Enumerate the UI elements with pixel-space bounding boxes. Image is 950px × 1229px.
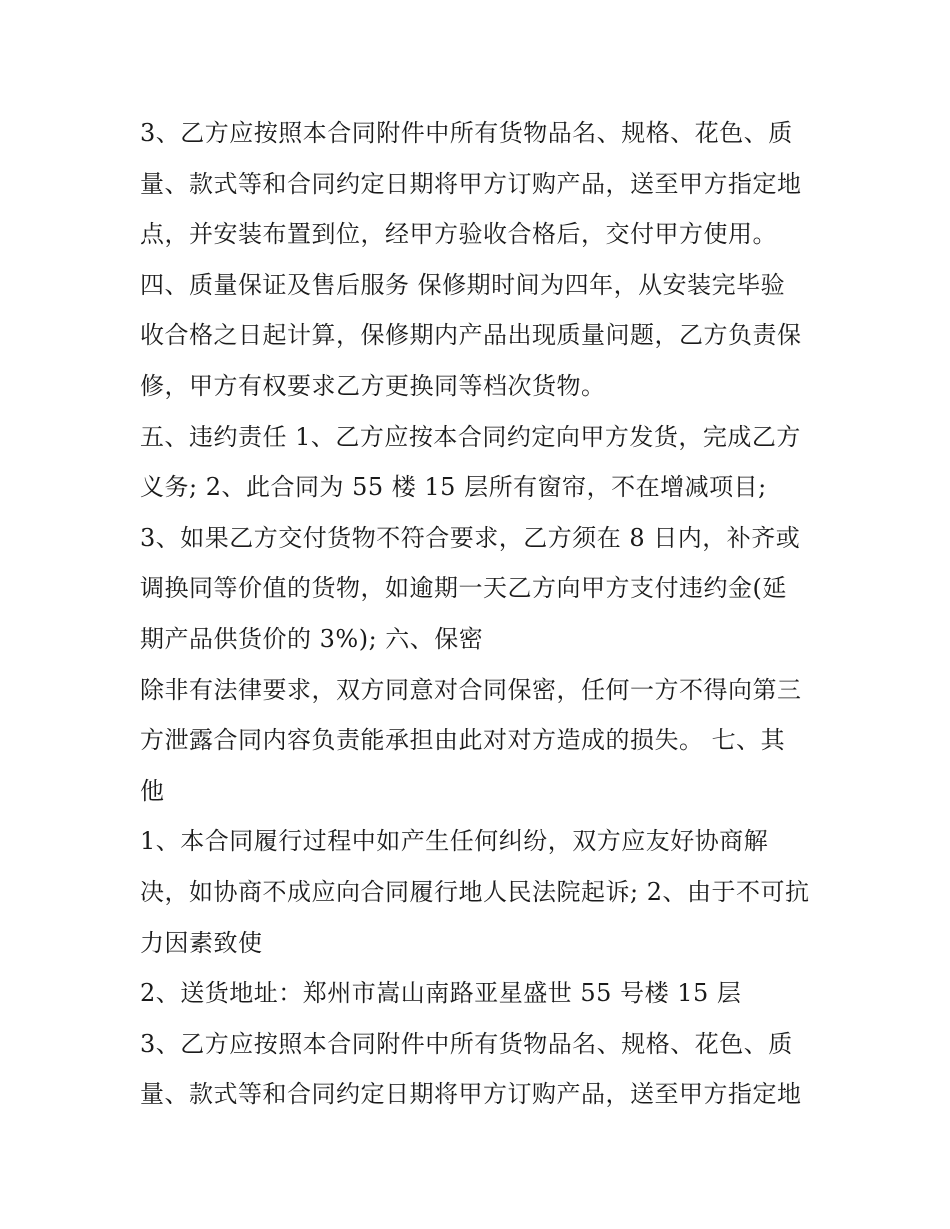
text-line: 3、乙方应按照本合同附件中所有货物品名、规格、花色、质 xyxy=(140,119,793,147)
text-line: 方泄露合同内容负责能承担由此对对方造成的损失。 七、其 xyxy=(140,726,786,755)
text-line: 义务; 2、此合同为 55 楼 15 层所有窗帘，不在增减项目; xyxy=(140,473,767,502)
text-line: 四、质量保证及售后服务 保修期时间为四年，从安装完毕验 xyxy=(140,270,786,299)
contract-text-body xyxy=(140,108,820,1120)
text-line: 期产品供货价的 3%); 六、保密 xyxy=(140,624,484,653)
text-line: 点，并安装布置到位，经甲方验收合格后，交付甲方使用。 xyxy=(140,220,777,249)
text-line: 他 xyxy=(140,776,165,805)
text-line: 收合格之日起计算，保修期内产品出现质量问题，乙方负责保 xyxy=(140,321,802,350)
text-line: 3、乙方应按照本合同附件中所有货物品名、规格、花色、质 xyxy=(140,1029,793,1058)
text-line: 力因素致使 xyxy=(140,928,263,957)
text-line: 3、如果乙方交付货物不符合要求，乙方须在 8 日内，补齐或 xyxy=(140,523,801,552)
text-line: 决，如协商不成应向合同履行地人民法院起诉; 2、由于不可抗 xyxy=(140,877,810,906)
text-line: 1、本合同履行过程中如产生任何纠纷，双方应友好协商解 xyxy=(140,827,769,856)
text-line: 除非有法律要求，双方同意对合同保密，任何一方不得向第三 xyxy=(140,675,802,704)
text-line: 五、违约责任 1、乙方应按本合同约定向甲方发货，完成乙方 xyxy=(140,422,801,451)
text-line: 调换同等价值的货物，如逾期一天乙方向甲方支付违约金(延 xyxy=(140,574,787,603)
text-line: 修，甲方有权要求乙方更换同等档次货物。 xyxy=(140,371,606,400)
text-line: 量、款式等和合同约定日期将甲方订购产品，送至甲方指定地 xyxy=(140,1080,802,1109)
text-line: 量、款式等和合同约定日期将甲方订购产品，送至甲方指定地 xyxy=(140,169,802,198)
text-line: 2、送货地址：郑州市嵩山南路亚星盛世 55 号楼 15 层 xyxy=(140,979,742,1008)
